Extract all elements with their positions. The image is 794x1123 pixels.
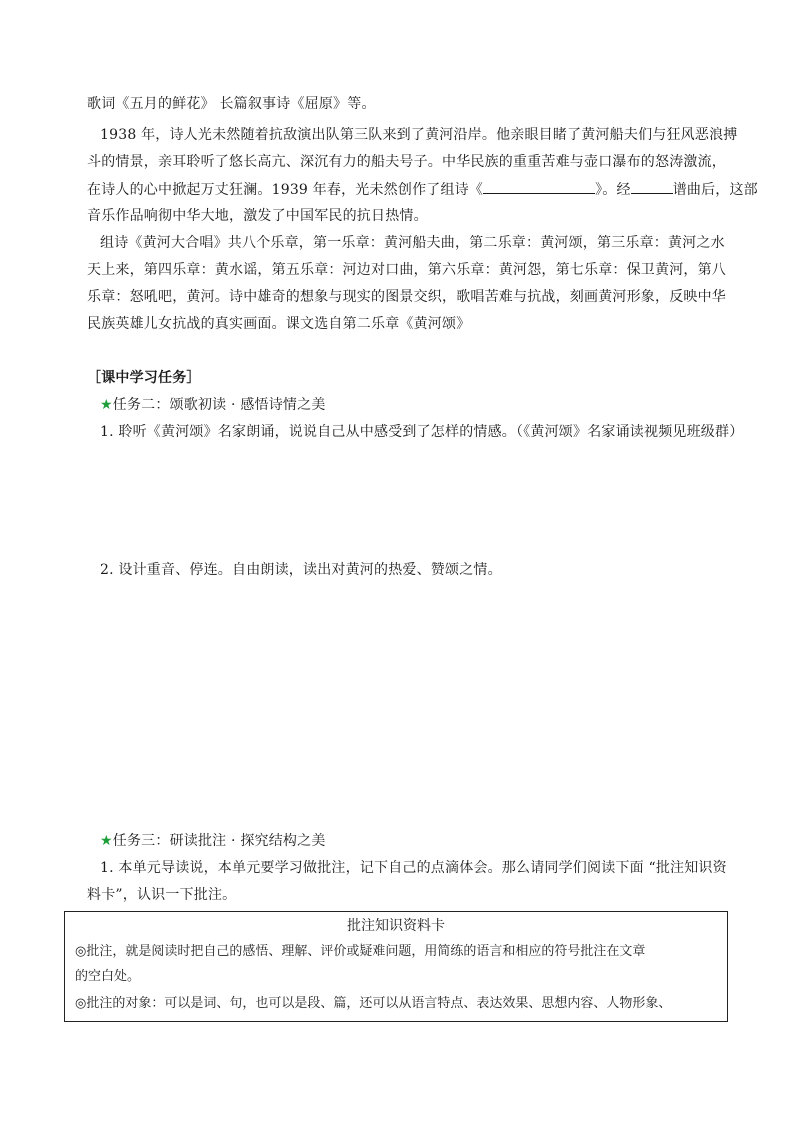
task2-question-1: 1. 聆听《黄河颂》名家朗诵，说说自己从中感受到了怎样的情感。（《黄河颂》名家诵读视频见班级群） xyxy=(100,424,744,440)
fill-in-blank-poem-title[interactable] xyxy=(483,180,595,194)
fill-in-blank-composer[interactable] xyxy=(631,180,673,194)
task2-heading xyxy=(100,396,326,414)
task3-heading xyxy=(100,832,326,850)
task2-question-2: 2. 设计重音、停连。自由朗读，读出对黄河的热爱、赞颂之情。 xyxy=(100,562,502,578)
card-paragraph-2: ◎批注的对象：可以是词、句，也可以是段、篇，还可以从语言特点、表达效果、思想内容、人物形象、 xyxy=(75,996,672,1011)
task3-question-1-line-2: 料卡”，认识一下批注。 xyxy=(87,887,237,903)
task3-question-1-line-1: 1. 本单元导读说，本单元要学习做批注，记下自己的点滴体会。那么请同学们阅读下面 “批注知识资 xyxy=(100,860,727,876)
task2-title: 任务二：颂歌初读 · 感悟诗情之美 xyxy=(112,397,326,413)
intro-line-8: 乐章：怒吼吧，黄河。诗中雄奇的想象与现实的图景交织，歌唱苦难与抗战，刻画黄河形象，反映中华 xyxy=(87,289,726,305)
card-paragraph-1-line-2: 的空白处。 xyxy=(75,969,141,984)
intro-line-3: 斗的情景，亲耳聆听了悠长高亢、深沉有力的船夫号子。中华民族的重重苦难与壶口瀑布的怒涛激流， xyxy=(87,154,726,170)
intro-line-9: 民族英雄儿女抗战的真实画面。课文选自第二乐章《黄河颂》 xyxy=(87,316,471,332)
star-icon: ★ xyxy=(100,833,113,849)
intro-line-5: 音乐作品响彻中华大地，激发了中国军民的抗日热情。 xyxy=(87,208,428,224)
intro-line-4-part-2: 》。经 xyxy=(595,182,631,198)
section-heading: ［课中学习任务］ xyxy=(87,370,201,386)
intro-line-4-part-1: 在诗人的心中掀起万丈狂澜。1939 年春，光未然创作了组诗《 xyxy=(87,182,484,198)
intro-line-4-part-3: 谱曲后，这部 xyxy=(672,182,758,198)
intro-line-1: 歌词《五月的鲜花》 长篇叙事诗《屈原》等。 xyxy=(87,96,376,112)
intro-line-2: 1938 年，诗人光未然随着抗敌演出队第三队来到了黄河沿岸。他亲眼目睹了黄河船夫们与狂风恶浪搏 xyxy=(100,127,738,143)
star-icon: ★ xyxy=(100,397,113,413)
task3-title: 任务三：研读批注 · 探究结构之美 xyxy=(112,833,326,849)
intro-line-4 xyxy=(87,180,758,199)
card-paragraph-1-line-1: ◎批注，就是阅读时把自己的感悟、理解、评价或疑难问题，用简练的语言和相应的符号批注在文章 xyxy=(75,944,646,959)
card-title: 批注知识资料卡 xyxy=(347,918,445,934)
intro-line-7: 天上来，第四乐章：黄水谣，第五乐章：河边对口曲，第六乐章：黄河怨，第七乐章：保卫黄河，第八 xyxy=(87,262,726,278)
intro-line-6: 组诗《黄河大合唱》共八个乐章，第一乐章：黄河船夫曲，第二乐章：黄河颂，第三乐章：黄河之水 xyxy=(100,235,725,251)
annotation-knowledge-card xyxy=(64,911,728,1022)
